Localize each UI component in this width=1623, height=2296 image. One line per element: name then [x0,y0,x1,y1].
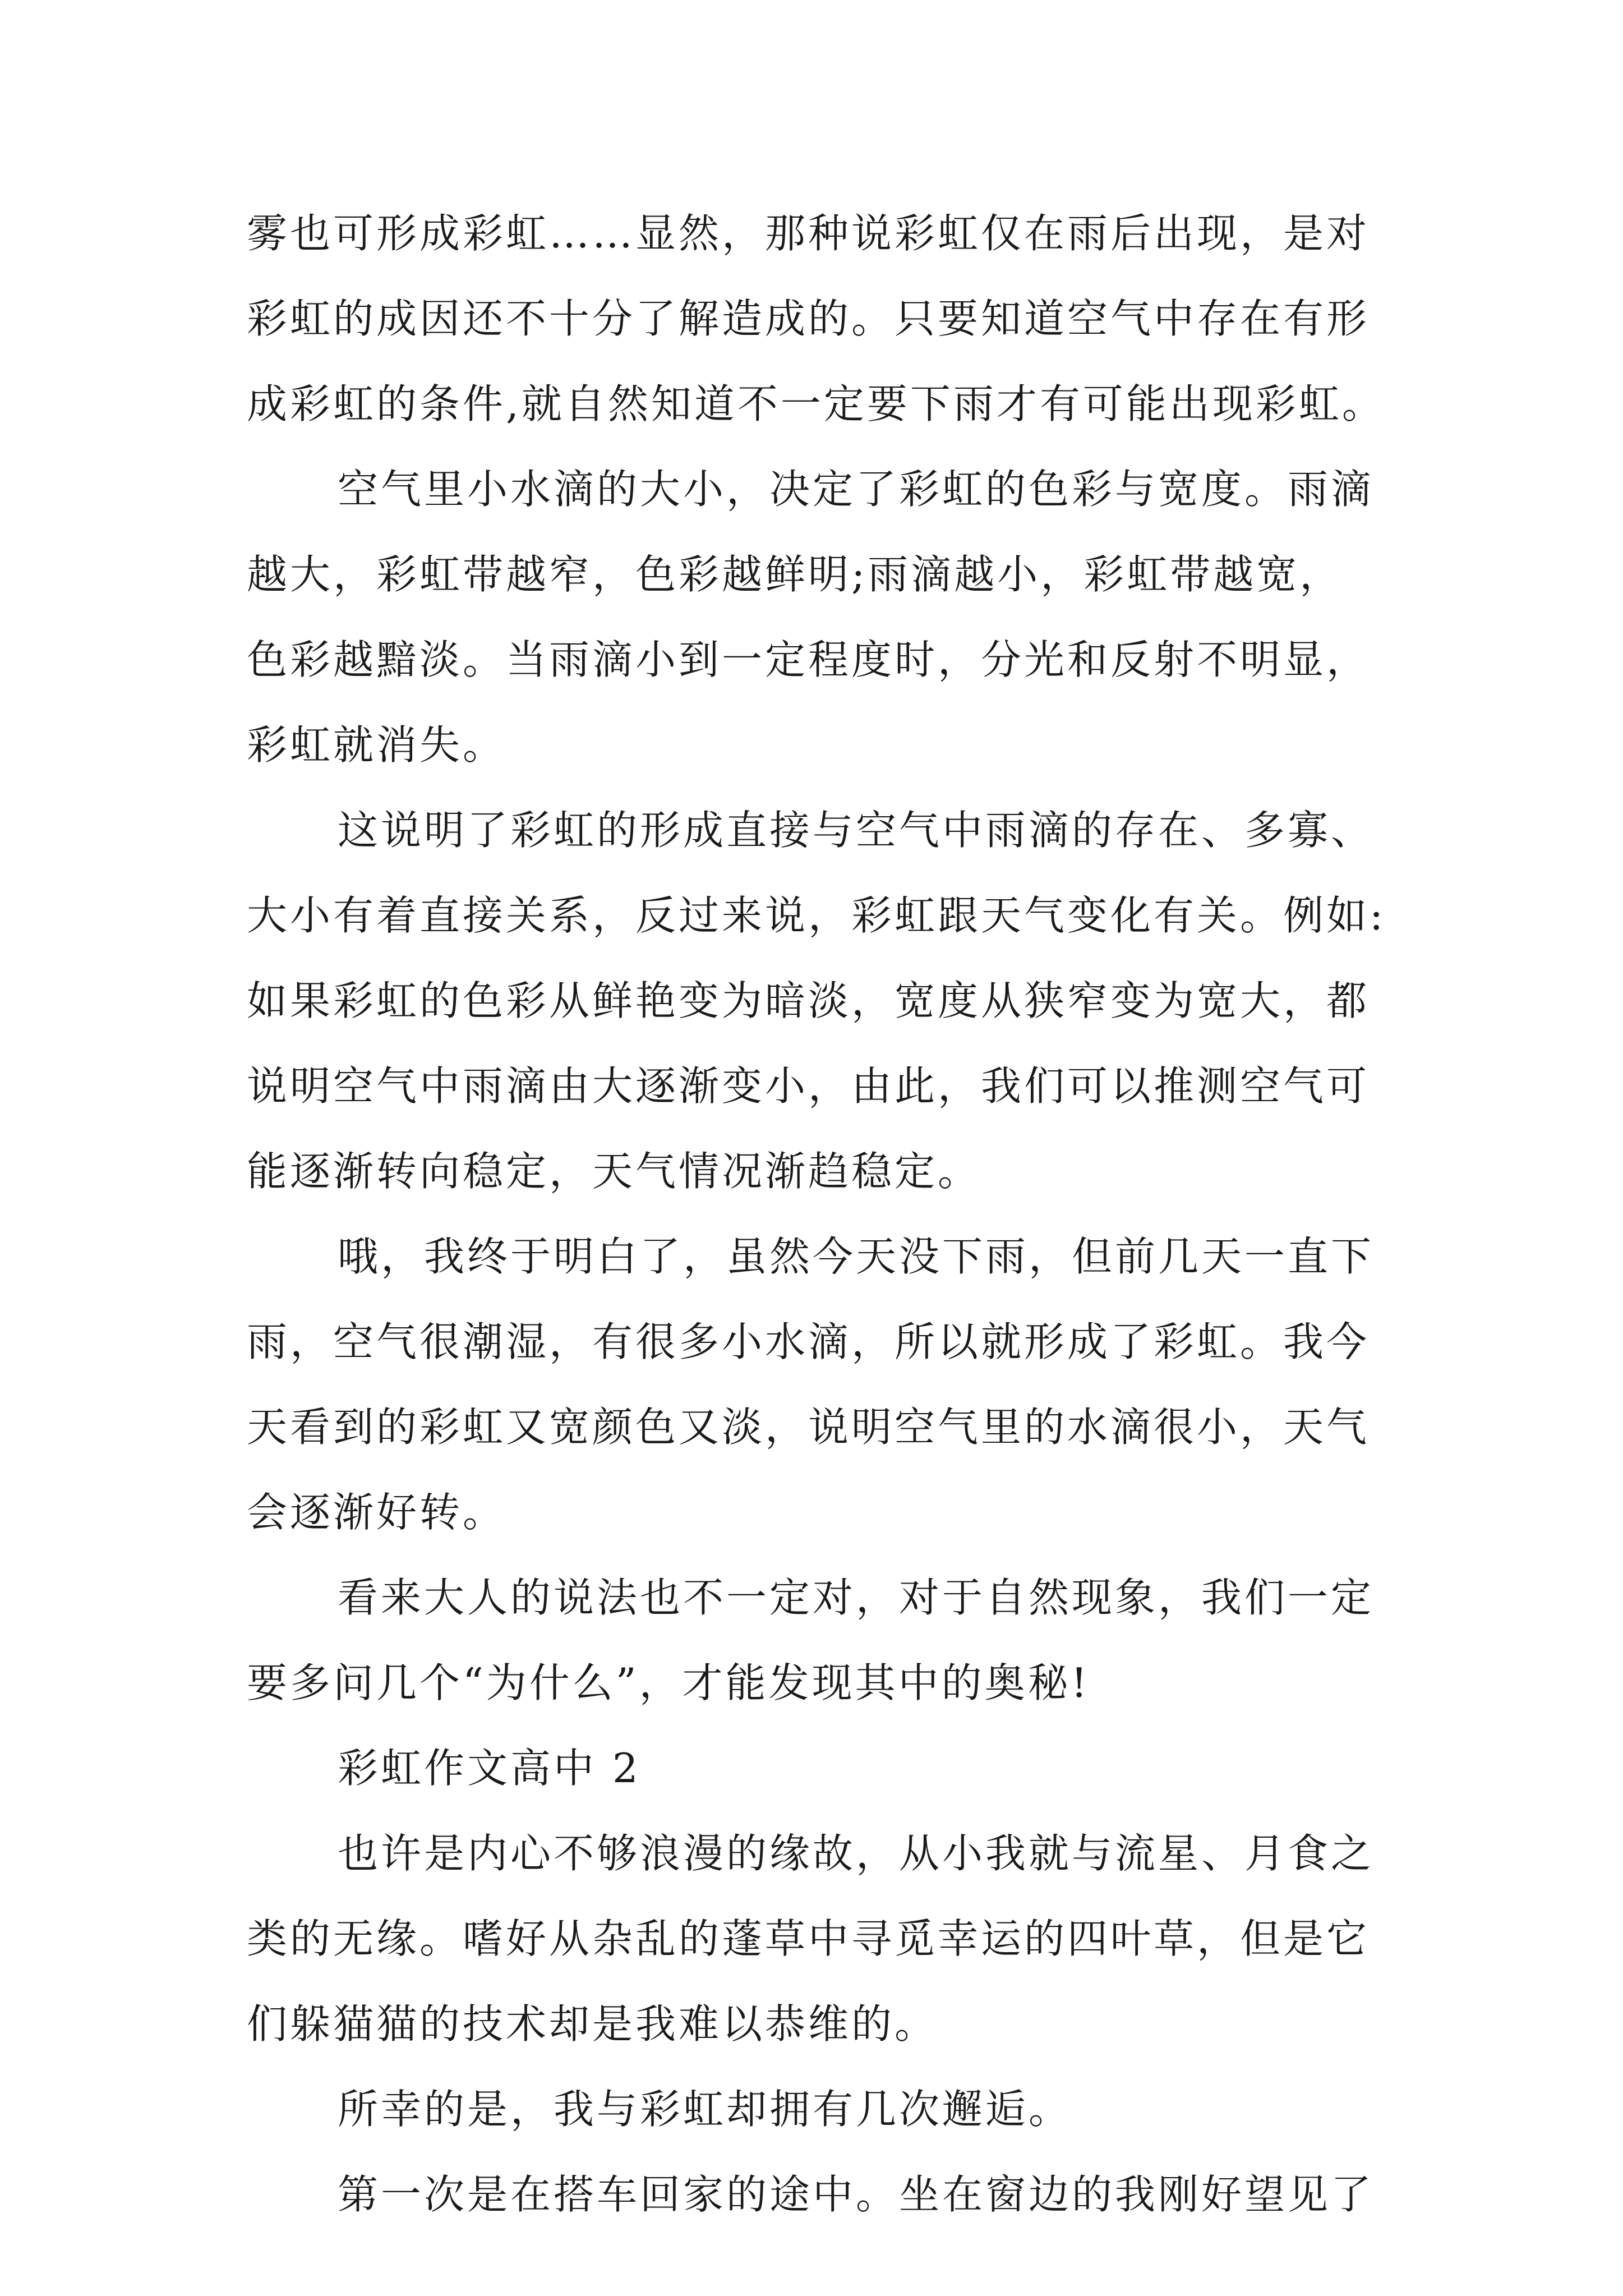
text-line: 能逐渐转向稳定，天气情况渐趋稳定。 [247,1148,981,1195]
text-line: 越大，彩虹带越窄，色彩越鲜明;雨滴越小，彩虹带越宽， [247,551,1343,598]
text-line: 雾也可形成彩虹……显然，那种说彩虹仅在雨后出现，是对 [247,210,1370,257]
paragraph-first-line: 所幸的是，我与彩虹却拥有几次邂逅。 [338,2086,1072,2133]
paragraph-first-line: 这说明了彩虹的形成直接与空气中雨滴的存在、多寡、 [338,807,1375,854]
text-line: 大小有着直接关系，反过来说，彩虹跟天气变化有关。例如: [247,892,1386,939]
text-line: 彩虹的成因还不十分了解造成的。只要知道空气中存在有形 [247,295,1370,342]
text-line: 类的无缘。嗜好从杂乱的蓬草中寻觅幸运的四叶草，但是它 [247,1915,1370,1962]
text-line: 色彩越黯淡。当雨滴小到一定程度时，分光和反射不明显， [247,636,1370,683]
paragraph-first-line: 第一次是在搭车回家的途中。坐在窗边的我刚好望见了 [338,2171,1375,2218]
paragraph-first-line: 哦，我终于明白了，虽然今天没下雨，但前几天一直下 [338,1233,1375,1280]
text-line: 会逐渐好转。 [247,1489,506,1536]
text-line: 成彩虹的条件,就自然知道不一定要下雨才有可能出现彩虹。 [247,380,1385,427]
document-body [247,191,1430,2237]
paragraph-first-line: 也许是内心不够浪漫的缘故，从小我就与流星、月食之 [338,1830,1375,1877]
section-heading: 彩虹作文高中 2 [338,1745,641,1792]
text-line: 们躲猫猫的技术却是我难以恭维的。 [247,2000,938,2047]
text-line: 如果彩虹的色彩从鲜艳变为暗淡，宽度从狭窄变为宽大，都 [247,977,1370,1024]
text-line: 说明空气中雨滴由大逐渐变小，由此，我们可以推测空气可 [247,1062,1370,1110]
paragraph-first-line: 看来大人的说法也不一定对，对于自然现象，我们一定 [338,1574,1375,1621]
text-line: 彩虹就消失。 [247,721,506,769]
paragraph-first-line: 空气里小水滴的大小，决定了彩虹的色彩与宽度。雨滴 [338,466,1375,513]
text-line: 雨，空气很潮湿，有很多小水滴，所以就形成了彩虹。我今 [247,1318,1370,1365]
text-line: 天看到的彩虹又宽颜色又淡，说明空气里的水滴很小，天气 [247,1404,1370,1451]
text-line: 要多问几个“为什么”，才能发现其中的奥秘! [247,1659,1090,1706]
